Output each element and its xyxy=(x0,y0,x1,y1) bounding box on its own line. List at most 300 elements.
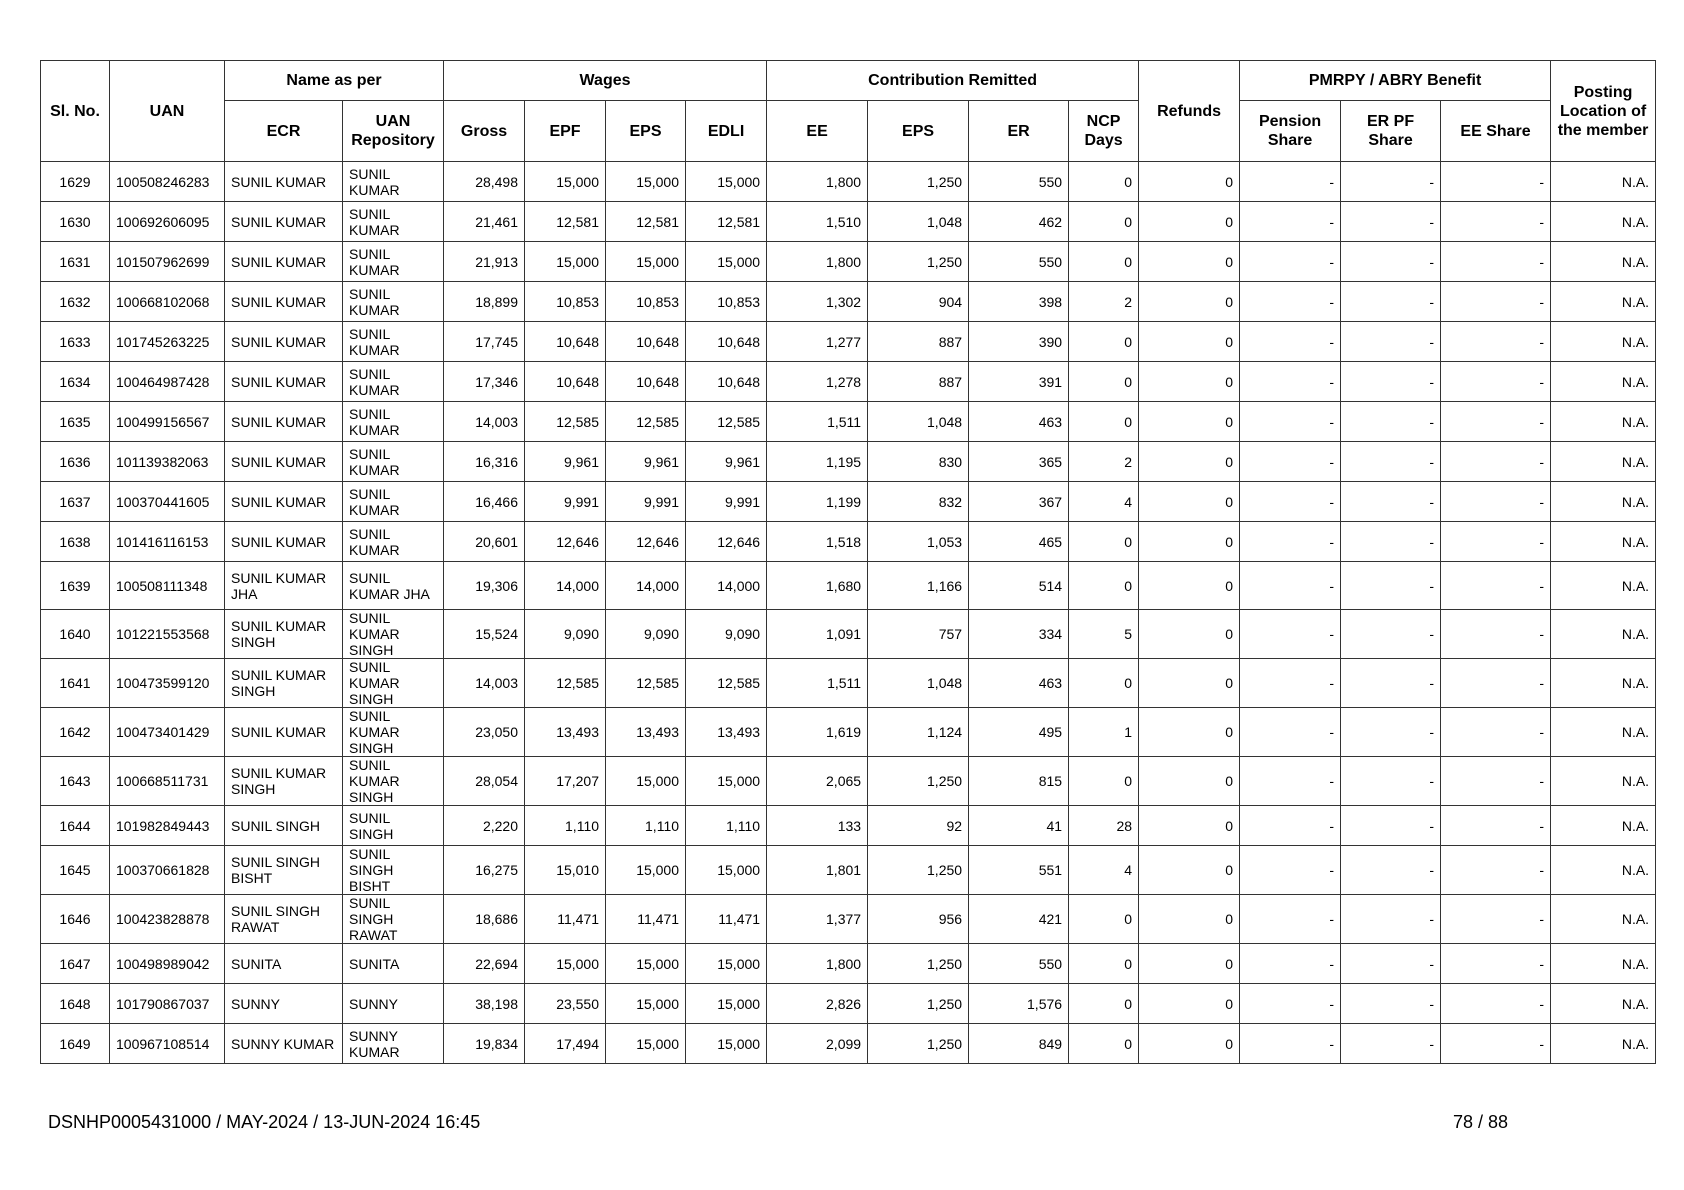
cell-eps-contribution: 832 xyxy=(868,482,969,522)
header-row-2 xyxy=(41,101,1656,162)
cell-eps-contribution: 92 xyxy=(868,806,969,846)
cell-eps-contribution: 757 xyxy=(868,610,969,659)
cell-sl-no: 1640 xyxy=(41,610,110,659)
cell-er-pf-share: - xyxy=(1341,522,1441,562)
cell-er-pf-share: - xyxy=(1341,659,1441,708)
cell-er: 463 xyxy=(969,402,1069,442)
cell-uan: 100370661828 xyxy=(110,846,225,895)
cell-name-uan-repository: SUNIL KUMAR xyxy=(343,202,444,242)
cell-gross: 28,054 xyxy=(444,757,525,806)
cell-ncp-days: 0 xyxy=(1069,242,1139,282)
cell-name-uan-repository: SUNIL SINGH RAWAT xyxy=(343,895,444,944)
cell-epf: 11,471 xyxy=(525,895,606,944)
cell-sl-no: 1634 xyxy=(41,362,110,402)
cell-gross: 16,466 xyxy=(444,482,525,522)
cell-name-ecr: SUNIL KUMAR SINGH xyxy=(225,659,343,708)
header-posting-location: Posting Location of the member xyxy=(1551,61,1656,162)
cell-posting-location: N.A. xyxy=(1551,708,1656,757)
cell-ncp-days: 0 xyxy=(1069,895,1139,944)
cell-refunds: 0 xyxy=(1139,806,1240,846)
header-pmrpy-abry: PMRPY / ABRY Benefit xyxy=(1240,61,1551,101)
cell-ncp-days: 0 xyxy=(1069,1024,1139,1064)
cell-refunds: 0 xyxy=(1139,757,1240,806)
document-reference: DSNHP0005431000 / MAY-2024 / 13-JUN-2024 16:45 xyxy=(48,1112,481,1132)
cell-eps-wages: 12,646 xyxy=(606,522,686,562)
cell-ncp-days: 0 xyxy=(1069,402,1139,442)
cell-ee: 133 xyxy=(767,806,868,846)
header-ecr: ECR xyxy=(225,101,343,162)
cell-uan: 101507962699 xyxy=(110,242,225,282)
cell-ee-share: - xyxy=(1441,442,1551,482)
cell-eps-contribution: 1,250 xyxy=(868,162,969,202)
cell-ncp-days: 5 xyxy=(1069,610,1139,659)
cell-er: 421 xyxy=(969,895,1069,944)
cell-uan: 101790867037 xyxy=(110,984,225,1024)
header-sl-no: Sl. No. xyxy=(41,61,110,162)
cell-eps-contribution: 1,250 xyxy=(868,1024,969,1064)
cell-eps-contribution: 1,166 xyxy=(868,562,969,610)
cell-name-uan-repository: SUNIL KUMAR SINGH xyxy=(343,708,444,757)
cell-uan: 100473599120 xyxy=(110,659,225,708)
cell-ncp-days: 0 xyxy=(1069,522,1139,562)
cell-eps-contribution: 956 xyxy=(868,895,969,944)
table-row xyxy=(41,846,1656,895)
cell-ee-share: - xyxy=(1441,757,1551,806)
cell-er-pf-share: - xyxy=(1341,242,1441,282)
cell-er-pf-share: - xyxy=(1341,846,1441,895)
cell-eps-contribution: 1,048 xyxy=(868,659,969,708)
cell-ncp-days: 4 xyxy=(1069,482,1139,522)
cell-eps-contribution: 1,250 xyxy=(868,944,969,984)
cell-uan: 100508246283 xyxy=(110,162,225,202)
cell-er: 391 xyxy=(969,362,1069,402)
cell-eps-wages: 15,000 xyxy=(606,757,686,806)
cell-gross: 23,050 xyxy=(444,708,525,757)
cell-er: 849 xyxy=(969,1024,1069,1064)
cell-pension-share: - xyxy=(1240,757,1341,806)
cell-gross: 16,316 xyxy=(444,442,525,482)
cell-er-pf-share: - xyxy=(1341,322,1441,362)
cell-name-ecr: SUNIL SINGH xyxy=(225,806,343,846)
page-number: 78 / 88 xyxy=(1452,1112,1508,1132)
header-epf: EPF xyxy=(525,101,606,162)
cell-name-ecr: SUNIL KUMAR xyxy=(225,482,343,522)
header-refunds: Refunds xyxy=(1139,61,1240,162)
cell-er-pf-share: - xyxy=(1341,708,1441,757)
cell-ee: 1,302 xyxy=(767,282,868,322)
cell-sl-no: 1638 xyxy=(41,522,110,562)
table-body xyxy=(41,162,1656,1064)
cell-uan: 101139382063 xyxy=(110,442,225,482)
cell-ncp-days: 0 xyxy=(1069,944,1139,984)
cell-ee-share: - xyxy=(1441,610,1551,659)
cell-refunds: 0 xyxy=(1139,442,1240,482)
cell-pension-share: - xyxy=(1240,362,1341,402)
cell-ncp-days: 0 xyxy=(1069,757,1139,806)
cell-ee-share: - xyxy=(1441,362,1551,402)
cell-eps-wages: 12,581 xyxy=(606,202,686,242)
cell-gross: 17,346 xyxy=(444,362,525,402)
cell-uan: 100464987428 xyxy=(110,362,225,402)
cell-ncp-days: 0 xyxy=(1069,202,1139,242)
cell-ee-share: - xyxy=(1441,322,1551,362)
cell-ee-share: - xyxy=(1441,202,1551,242)
header-edli: EDLI xyxy=(686,101,767,162)
cell-er: 550 xyxy=(969,944,1069,984)
cell-uan: 101982849443 xyxy=(110,806,225,846)
cell-edli: 11,471 xyxy=(686,895,767,944)
cell-sl-no: 1631 xyxy=(41,242,110,282)
cell-uan: 100668102068 xyxy=(110,282,225,322)
cell-sl-no: 1636 xyxy=(41,442,110,482)
cell-edli: 12,646 xyxy=(686,522,767,562)
cell-refunds: 0 xyxy=(1139,282,1240,322)
cell-pension-share: - xyxy=(1240,482,1341,522)
cell-pension-share: - xyxy=(1240,610,1341,659)
cell-pension-share: - xyxy=(1240,944,1341,984)
cell-epf: 17,207 xyxy=(525,757,606,806)
cell-edli: 10,648 xyxy=(686,362,767,402)
cell-name-ecr: SUNIL KUMAR xyxy=(225,242,343,282)
cell-name-ecr: SUNIL SINGH RAWAT xyxy=(225,895,343,944)
cell-pension-share: - xyxy=(1240,659,1341,708)
cell-name-uan-repository: SUNIL KUMAR xyxy=(343,442,444,482)
cell-eps-contribution: 830 xyxy=(868,442,969,482)
cell-name-uan-repository: SUNIL KUMAR SINGH xyxy=(343,610,444,659)
cell-ee: 1,278 xyxy=(767,362,868,402)
cell-name-uan-repository: SUNIL KUMAR xyxy=(343,242,444,282)
cell-sl-no: 1642 xyxy=(41,708,110,757)
cell-eps-contribution: 1,250 xyxy=(868,984,969,1024)
cell-epf: 12,581 xyxy=(525,202,606,242)
cell-ncp-days: 0 xyxy=(1069,984,1139,1024)
cell-uan: 100498989042 xyxy=(110,944,225,984)
table-row xyxy=(41,806,1656,846)
cell-posting-location: N.A. xyxy=(1551,322,1656,362)
cell-edli: 9,961 xyxy=(686,442,767,482)
cell-sl-no: 1633 xyxy=(41,322,110,362)
cell-ncp-days: 0 xyxy=(1069,362,1139,402)
cell-refunds: 0 xyxy=(1139,984,1240,1024)
cell-er-pf-share: - xyxy=(1341,984,1441,1024)
cell-name-uan-repository: SUNIL KUMAR SINGH xyxy=(343,757,444,806)
cell-ee: 1,377 xyxy=(767,895,868,944)
cell-gross: 15,524 xyxy=(444,610,525,659)
header-ee-share: EE Share xyxy=(1441,101,1551,162)
table-row xyxy=(41,242,1656,282)
header-uan-repository: UAN Repository xyxy=(343,101,444,162)
cell-epf: 13,493 xyxy=(525,708,606,757)
cell-gross: 19,834 xyxy=(444,1024,525,1064)
cell-epf: 9,991 xyxy=(525,482,606,522)
cell-er-pf-share: - xyxy=(1341,895,1441,944)
cell-er-pf-share: - xyxy=(1341,1024,1441,1064)
cell-eps-wages: 12,585 xyxy=(606,659,686,708)
cell-ee-share: - xyxy=(1441,659,1551,708)
cell-ee: 1,195 xyxy=(767,442,868,482)
cell-ee-share: - xyxy=(1441,522,1551,562)
cell-sl-no: 1641 xyxy=(41,659,110,708)
cell-sl-no: 1632 xyxy=(41,282,110,322)
cell-ncp-days: 28 xyxy=(1069,806,1139,846)
cell-refunds: 0 xyxy=(1139,162,1240,202)
cell-gross: 2,220 xyxy=(444,806,525,846)
cell-er-pf-share: - xyxy=(1341,402,1441,442)
cell-posting-location: N.A. xyxy=(1551,242,1656,282)
cell-er-pf-share: - xyxy=(1341,610,1441,659)
table-row xyxy=(41,482,1656,522)
cell-uan: 100668511731 xyxy=(110,757,225,806)
cell-name-ecr: SUNIL KUMAR JHA xyxy=(225,562,343,610)
table-row xyxy=(41,162,1656,202)
cell-er: 390 xyxy=(969,322,1069,362)
cell-posting-location: N.A. xyxy=(1551,402,1656,442)
cell-ee: 1,800 xyxy=(767,162,868,202)
cell-name-ecr: SUNITA xyxy=(225,944,343,984)
table-row xyxy=(41,442,1656,482)
cell-uan: 100473401429 xyxy=(110,708,225,757)
cell-name-uan-repository: SUNIL KUMAR SINGH xyxy=(343,659,444,708)
cell-eps-wages: 15,000 xyxy=(606,162,686,202)
cell-epf: 1,110 xyxy=(525,806,606,846)
cell-ee-share: - xyxy=(1441,562,1551,610)
cell-edli: 12,585 xyxy=(686,402,767,442)
cell-edli: 15,000 xyxy=(686,944,767,984)
cell-er: 334 xyxy=(969,610,1069,659)
cell-gross: 16,275 xyxy=(444,846,525,895)
cell-gross: 14,003 xyxy=(444,402,525,442)
cell-refunds: 0 xyxy=(1139,242,1240,282)
cell-edli: 14,000 xyxy=(686,562,767,610)
cell-gross: 38,198 xyxy=(444,984,525,1024)
cell-posting-location: N.A. xyxy=(1551,1024,1656,1064)
header-wages: Wages xyxy=(444,61,767,101)
cell-gross: 21,461 xyxy=(444,202,525,242)
cell-ee-share: - xyxy=(1441,162,1551,202)
cell-gross: 18,899 xyxy=(444,282,525,322)
cell-posting-location: N.A. xyxy=(1551,610,1656,659)
cell-edli: 13,493 xyxy=(686,708,767,757)
cell-pension-share: - xyxy=(1240,162,1341,202)
cell-eps-wages: 9,991 xyxy=(606,482,686,522)
cell-eps-wages: 9,090 xyxy=(606,610,686,659)
cell-name-uan-repository: SUNIL KUMAR xyxy=(343,362,444,402)
cell-epf: 15,000 xyxy=(525,242,606,282)
cell-eps-contribution: 1,124 xyxy=(868,708,969,757)
cell-name-uan-repository: SUNIL KUMAR xyxy=(343,162,444,202)
cell-eps-contribution: 1,250 xyxy=(868,757,969,806)
cell-eps-wages: 14,000 xyxy=(606,562,686,610)
header-ee: EE xyxy=(767,101,868,162)
cell-pension-share: - xyxy=(1240,562,1341,610)
cell-edli: 12,581 xyxy=(686,202,767,242)
cell-uan: 100499156567 xyxy=(110,402,225,442)
cell-epf: 10,648 xyxy=(525,322,606,362)
cell-edli: 15,000 xyxy=(686,1024,767,1064)
cell-posting-location: N.A. xyxy=(1551,984,1656,1024)
cell-refunds: 0 xyxy=(1139,708,1240,757)
cell-name-ecr: SUNIL KUMAR SINGH xyxy=(225,757,343,806)
cell-name-uan-repository: SUNNY KUMAR xyxy=(343,1024,444,1064)
cell-sl-no: 1648 xyxy=(41,984,110,1024)
header-eps-wages: EPS xyxy=(606,101,686,162)
cell-sl-no: 1645 xyxy=(41,846,110,895)
cell-er-pf-share: - xyxy=(1341,944,1441,984)
header-er-pf-share: ER PF Share xyxy=(1341,101,1441,162)
cell-gross: 28,498 xyxy=(444,162,525,202)
cell-sl-no: 1630 xyxy=(41,202,110,242)
cell-gross: 22,694 xyxy=(444,944,525,984)
cell-ee: 1,511 xyxy=(767,402,868,442)
cell-refunds: 0 xyxy=(1139,562,1240,610)
cell-er: 365 xyxy=(969,442,1069,482)
cell-ee: 2,099 xyxy=(767,1024,868,1064)
cell-edli: 15,000 xyxy=(686,846,767,895)
cell-gross: 17,745 xyxy=(444,322,525,362)
cell-er: 495 xyxy=(969,708,1069,757)
table-row xyxy=(41,322,1656,362)
cell-er: 550 xyxy=(969,242,1069,282)
table-row xyxy=(41,984,1656,1024)
cell-eps-wages: 10,648 xyxy=(606,322,686,362)
cell-sl-no: 1637 xyxy=(41,482,110,522)
table-row xyxy=(41,362,1656,402)
cell-uan: 100423828878 xyxy=(110,895,225,944)
table-row xyxy=(41,562,1656,610)
cell-posting-location: N.A. xyxy=(1551,659,1656,708)
cell-edli: 15,000 xyxy=(686,162,767,202)
cell-edli: 10,648 xyxy=(686,322,767,362)
cell-epf: 10,853 xyxy=(525,282,606,322)
cell-epf: 23,550 xyxy=(525,984,606,1024)
cell-ee: 1,801 xyxy=(767,846,868,895)
cell-ee: 1,800 xyxy=(767,944,868,984)
cell-eps-wages: 11,471 xyxy=(606,895,686,944)
cell-ee-share: - xyxy=(1441,895,1551,944)
cell-er: 462 xyxy=(969,202,1069,242)
cell-eps-wages: 15,000 xyxy=(606,846,686,895)
cell-name-ecr: SUNIL KUMAR xyxy=(225,202,343,242)
cell-uan: 101221553568 xyxy=(110,610,225,659)
cell-er-pf-share: - xyxy=(1341,806,1441,846)
cell-name-uan-repository: SUNIL KUMAR xyxy=(343,402,444,442)
cell-pension-share: - xyxy=(1240,984,1341,1024)
cell-pension-share: - xyxy=(1240,202,1341,242)
header-pension-share: Pension Share xyxy=(1240,101,1341,162)
cell-name-ecr: SUNIL KUMAR xyxy=(225,282,343,322)
cell-gross: 19,306 xyxy=(444,562,525,610)
cell-ee-share: - xyxy=(1441,806,1551,846)
cell-er: 514 xyxy=(969,562,1069,610)
cell-sl-no: 1647 xyxy=(41,944,110,984)
table-row xyxy=(41,610,1656,659)
cell-sl-no: 1629 xyxy=(41,162,110,202)
cell-name-ecr: SUNIL KUMAR xyxy=(225,442,343,482)
header-ncp-days: NCP Days xyxy=(1069,101,1139,162)
cell-er: 550 xyxy=(969,162,1069,202)
cell-name-ecr: SUNIL KUMAR xyxy=(225,322,343,362)
cell-pension-share: - xyxy=(1240,846,1341,895)
header-contribution-remitted: Contribution Remitted xyxy=(767,61,1139,101)
cell-ee-share: - xyxy=(1441,708,1551,757)
cell-refunds: 0 xyxy=(1139,846,1240,895)
cell-er-pf-share: - xyxy=(1341,162,1441,202)
cell-edli: 9,090 xyxy=(686,610,767,659)
cell-ee-share: - xyxy=(1441,984,1551,1024)
cell-posting-location: N.A. xyxy=(1551,482,1656,522)
cell-eps-wages: 10,853 xyxy=(606,282,686,322)
cell-refunds: 0 xyxy=(1139,895,1240,944)
header-uan: UAN xyxy=(110,61,225,162)
cell-ee-share: - xyxy=(1441,944,1551,984)
cell-refunds: 0 xyxy=(1139,402,1240,442)
cell-ee: 1,199 xyxy=(767,482,868,522)
cell-posting-location: N.A. xyxy=(1551,162,1656,202)
table-row xyxy=(41,522,1656,562)
cell-ee: 1,277 xyxy=(767,322,868,362)
cell-eps-wages: 9,961 xyxy=(606,442,686,482)
cell-ee-share: - xyxy=(1441,846,1551,895)
cell-eps-wages: 13,493 xyxy=(606,708,686,757)
cell-ee-share: - xyxy=(1441,242,1551,282)
cell-name-ecr: SUNIL KUMAR xyxy=(225,708,343,757)
cell-posting-location: N.A. xyxy=(1551,846,1656,895)
table-row xyxy=(41,402,1656,442)
cell-eps-contribution: 1,048 xyxy=(868,202,969,242)
header-er: ER xyxy=(969,101,1069,162)
table-row xyxy=(41,202,1656,242)
cell-name-uan-repository: SUNIL KUMAR xyxy=(343,282,444,322)
cell-eps-contribution: 887 xyxy=(868,322,969,362)
cell-eps-wages: 15,000 xyxy=(606,1024,686,1064)
cell-eps-wages: 15,000 xyxy=(606,944,686,984)
cell-er: 551 xyxy=(969,846,1069,895)
cell-sl-no: 1646 xyxy=(41,895,110,944)
cell-refunds: 0 xyxy=(1139,522,1240,562)
cell-er-pf-share: - xyxy=(1341,362,1441,402)
cell-sl-no: 1635 xyxy=(41,402,110,442)
cell-gross: 18,686 xyxy=(444,895,525,944)
cell-pension-share: - xyxy=(1240,806,1341,846)
cell-name-uan-repository: SUNNY xyxy=(343,984,444,1024)
cell-name-ecr: SUNIL SINGH BISHT xyxy=(225,846,343,895)
cell-refunds: 0 xyxy=(1139,659,1240,708)
cell-pension-share: - xyxy=(1240,895,1341,944)
cell-er-pf-share: - xyxy=(1341,442,1441,482)
cell-ncp-days: 1 xyxy=(1069,708,1139,757)
cell-er: 463 xyxy=(969,659,1069,708)
cell-name-ecr: SUNNY KUMAR xyxy=(225,1024,343,1064)
table-row xyxy=(41,708,1656,757)
cell-name-ecr: SUNNY xyxy=(225,984,343,1024)
cell-eps-wages: 15,000 xyxy=(606,984,686,1024)
cell-sl-no: 1644 xyxy=(41,806,110,846)
cell-posting-location: N.A. xyxy=(1551,806,1656,846)
cell-epf: 15,000 xyxy=(525,162,606,202)
cell-sl-no: 1639 xyxy=(41,562,110,610)
cell-epf: 12,585 xyxy=(525,402,606,442)
cell-posting-location: N.A. xyxy=(1551,944,1656,984)
cell-pension-share: - xyxy=(1240,282,1341,322)
cell-posting-location: N.A. xyxy=(1551,442,1656,482)
header-row-1 xyxy=(41,61,1656,101)
cell-edli: 1,110 xyxy=(686,806,767,846)
cell-uan: 101745263225 xyxy=(110,322,225,362)
cell-eps-contribution: 1,053 xyxy=(868,522,969,562)
cell-name-uan-repository: SUNITA xyxy=(343,944,444,984)
cell-ee: 1,091 xyxy=(767,610,868,659)
cell-ee: 1,800 xyxy=(767,242,868,282)
